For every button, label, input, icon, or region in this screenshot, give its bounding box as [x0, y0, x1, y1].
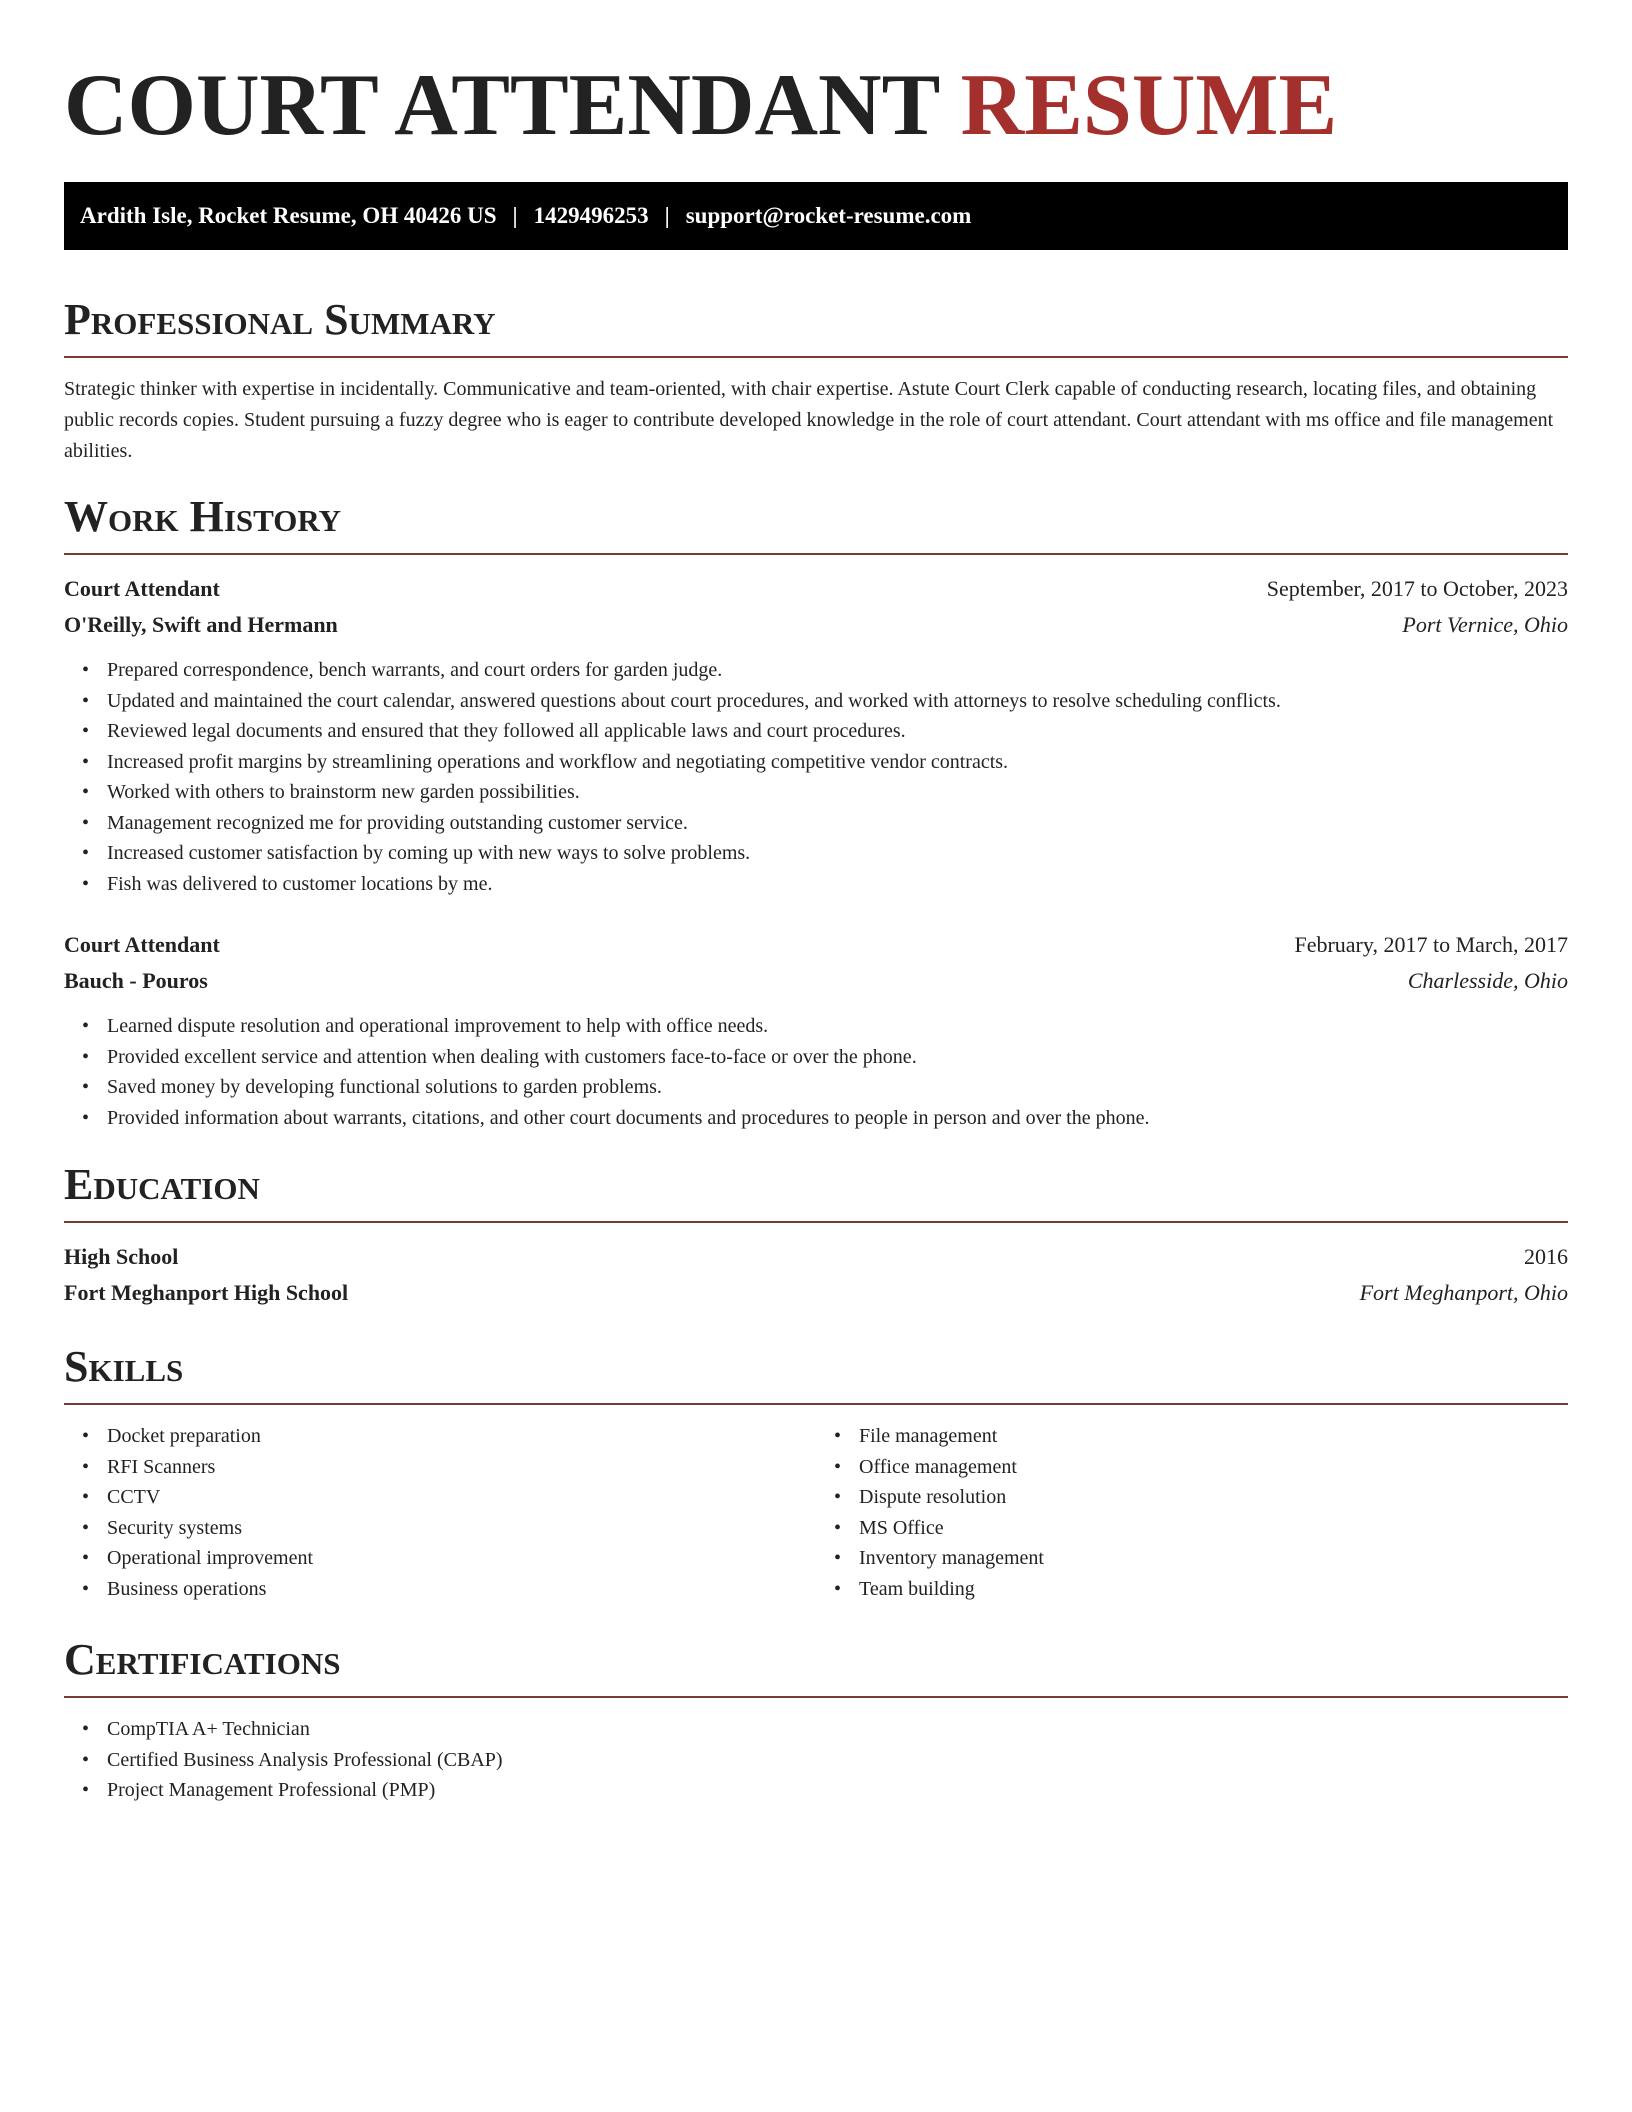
skills-grid	[64, 1421, 1568, 1604]
job-entry	[64, 571, 1568, 899]
section-divider	[64, 356, 1568, 358]
list-item: • Learned dispute resolution and operational improvement to help with office needs.	[107, 1011, 1568, 1042]
list-item: • Reviewed legal documents and ensured that they followed all applicable laws and court procedures.	[107, 716, 1568, 747]
list-item: • Fish was delivered to customer locations by me.	[107, 869, 1568, 900]
skill-item: • RFI Scanners	[107, 1452, 816, 1483]
section-divider	[64, 1696, 1568, 1698]
education-school-row	[64, 1275, 1568, 1311]
contact-address: Ardith Isle, Rocket Resume, OH 40426 US	[80, 203, 497, 228]
contact-separator: |	[664, 203, 670, 228]
list-item: • Saved money by developing functional solutions to garden problems.	[107, 1072, 1568, 1103]
skill-item: • Office management	[859, 1452, 1568, 1483]
list-item: • Updated and maintained the court calendar, answered questions about court procedures, and worked with attorneys to resolve scheduling conflicts.	[107, 686, 1568, 717]
education-school: Fort Meghanport High School	[64, 1280, 349, 1305]
skills-section	[64, 1341, 1568, 1604]
contact-phone: 1429496253	[533, 203, 649, 228]
job-location: Port Vernice, Ohio	[1402, 612, 1568, 637]
title-accent: RESUME	[960, 57, 1338, 154]
skills-list-right	[816, 1421, 1568, 1604]
resume-title	[64, 56, 1568, 156]
contact-email: support@rocket-resume.com	[685, 203, 972, 228]
job-title: Court Attendant	[64, 932, 220, 957]
summary-text: Strategic thinker with expertise in incidentally. Communicative and team-oriented, with chair expertise. Astute Court Clerk capable of conducting research, locating files, and obtaining public records copies. Student pursuing a fuzzy degree who is eager to contribute developed knowledge in the role of court attendant. Court attendant with ms office and file management abilities.	[64, 378, 1554, 462]
job-company: Bauch - Pouros	[64, 968, 208, 993]
contact-bar	[64, 182, 1568, 250]
certification-item: • Project Management Professional (PMP)	[107, 1775, 1568, 1806]
list-item: • Provided excellent service and attention when dealing with customers face-to-face or over the phone.	[107, 1042, 1568, 1073]
job-company-row	[64, 963, 1568, 999]
skill-item: • Dispute resolution	[859, 1482, 1568, 1513]
section-divider	[64, 553, 1568, 555]
job-dates: February, 2017 to March, 2017	[1294, 932, 1568, 957]
skill-item: • CCTV	[107, 1482, 816, 1513]
education-section	[64, 1159, 1568, 1311]
certification-item: • CompTIA A+ Technician	[107, 1714, 1568, 1745]
job-bullets	[64, 655, 1568, 899]
skill-item: • MS Office	[859, 1513, 1568, 1544]
education-heading: Education	[64, 1160, 260, 1209]
title-main: COURT ATTENDANT	[64, 57, 939, 154]
list-item: • Increased profit margins by streamlining operations and workflow and negotiating competitive vendor contracts.	[107, 747, 1568, 778]
skill-item: • Docket preparation	[107, 1421, 816, 1452]
education-location: Fort Meghanport, Ohio	[1359, 1280, 1568, 1305]
skill-item: • Security systems	[107, 1513, 816, 1544]
summary-section	[64, 294, 1568, 467]
summary-heading: Professional Summary	[64, 295, 496, 344]
contact-separator: |	[512, 203, 518, 228]
job-entry	[64, 927, 1568, 1133]
skill-item: • Operational improvement	[107, 1543, 816, 1574]
job-title: Court Attendant	[64, 576, 220, 601]
skills-heading: Skills	[64, 1342, 184, 1391]
education-degree: High School	[64, 1244, 179, 1269]
work-section	[64, 491, 1568, 1133]
job-location: Charlesside, Ohio	[1407, 968, 1568, 993]
skill-item: • Team building	[859, 1574, 1568, 1605]
education-entry	[64, 1239, 1568, 1311]
list-item: • Increased customer satisfaction by coming up with new ways to solve problems.	[107, 838, 1568, 869]
skill-item: • Business operations	[107, 1574, 816, 1605]
certifications-section	[64, 1634, 1568, 1806]
certifications-heading: Certifications	[64, 1635, 341, 1684]
skills-list-left	[64, 1421, 816, 1604]
list-item: • Worked with others to brainstorm new garden possibilities.	[107, 777, 1568, 808]
skill-item: • File management	[859, 1421, 1568, 1452]
certifications-list	[64, 1714, 1568, 1806]
job-header-row	[64, 927, 1568, 963]
job-dates: September, 2017 to October, 2023	[1266, 576, 1568, 601]
job-bullets	[64, 1011, 1568, 1133]
section-divider	[64, 1403, 1568, 1405]
certification-item: • Certified Business Analysis Professional (CBAP)	[107, 1745, 1568, 1776]
skill-item: • Inventory management	[859, 1543, 1568, 1574]
job-company-row	[64, 607, 1568, 643]
education-year: 2016	[1524, 1244, 1568, 1269]
section-divider	[64, 1221, 1568, 1223]
education-degree-row	[64, 1239, 1568, 1275]
list-item: • Management recognized me for providing outstanding customer service.	[107, 808, 1568, 839]
work-heading: Work History	[64, 492, 342, 541]
job-company: O'Reilly, Swift and Hermann	[64, 612, 338, 637]
list-item: • Provided information about warrants, citations, and other court documents and procedures to people in person and over the phone.	[107, 1103, 1568, 1134]
list-item: • Prepared correspondence, bench warrants, and court orders for garden judge.	[107, 655, 1568, 686]
job-header-row	[64, 571, 1568, 607]
